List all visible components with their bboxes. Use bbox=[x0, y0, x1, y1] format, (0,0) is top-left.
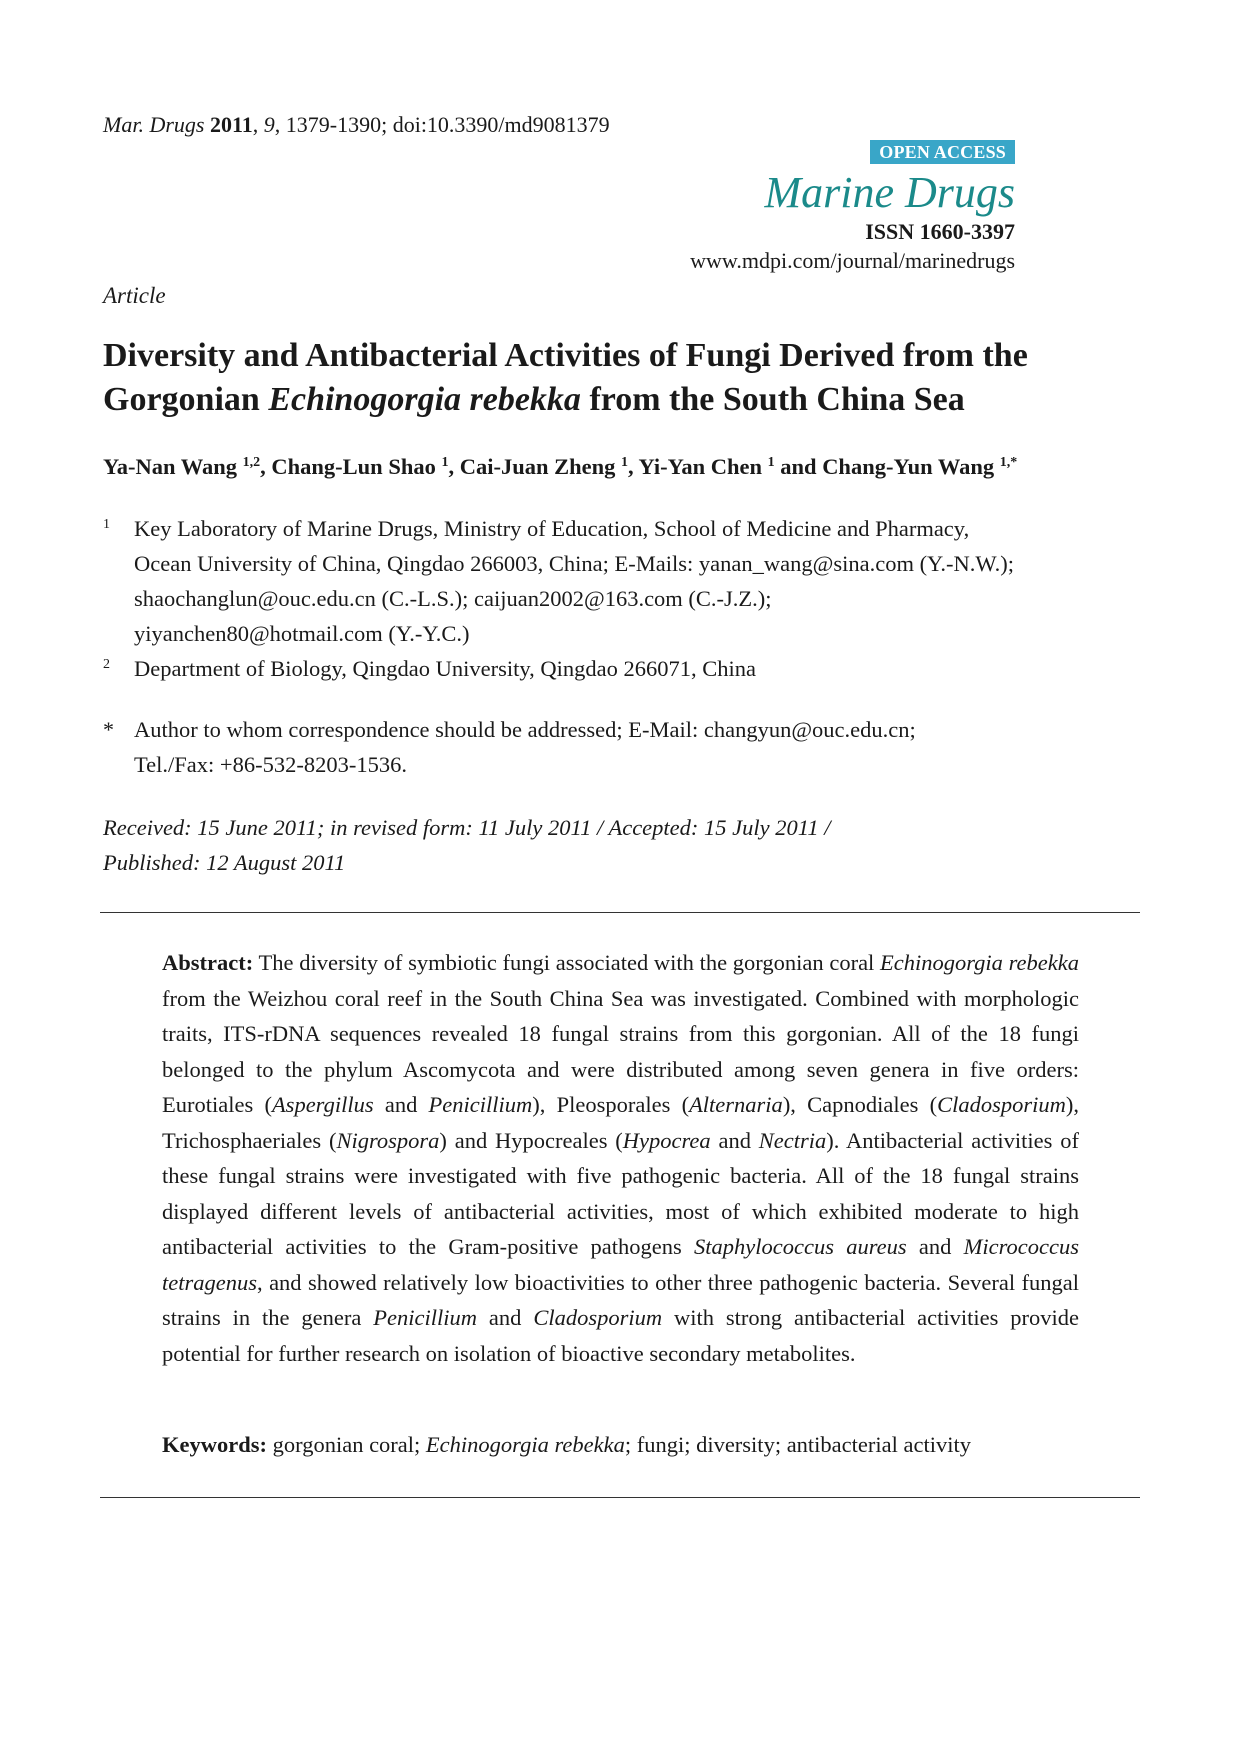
title-line-2 bbox=[103, 378, 1143, 422]
pages-doi: , 1379-1390; doi:10.3390/md9081379 bbox=[274, 112, 610, 137]
abstract-label: Abstract: bbox=[162, 950, 254, 975]
abstract-taxon: Staphylococcus aureus bbox=[694, 1234, 907, 1259]
abstract-text: ), Pleosporales ( bbox=[532, 1092, 690, 1117]
keywords-pre: gorgonian coral; bbox=[267, 1432, 426, 1457]
abstract-text: ). Antibacterial activities of these fungal strains were investigated with five pathogenic bacteria. All of the 18 fungal strains displayed different levels of antibacterial activities, most of which exhibited moderate to high antibacterial activities to the Gram-positive pathogens bbox=[162, 1127, 1079, 1259]
abstract-text: ), Capnodiales ( bbox=[782, 1092, 938, 1117]
keywords bbox=[162, 1430, 1122, 1460]
abstract-text: , and showed relatively low bioactivities to other three pathogenic bacteria. Several fungal strains in the genera bbox=[162, 1269, 1079, 1330]
title-line-2-post: from the South China Sea bbox=[580, 381, 965, 418]
author: Ya-Nan Wang $^{1,2}$, bbox=[103, 454, 272, 479]
abstract-text: with strong antibacterial activities provide potential for further research on isolation of bioactive secondary metabolites. bbox=[162, 1305, 1079, 1366]
abstract-taxon: Penicillium bbox=[428, 1092, 533, 1117]
affiliation-mark: 2 bbox=[103, 657, 110, 672]
affiliation-line: Department of Biology, Qingdao University, Qingdao 266071, China bbox=[134, 656, 756, 681]
abstract-text: ), Trichosphaeriales ( bbox=[162, 1092, 1079, 1153]
abstract-body bbox=[162, 950, 1079, 1366]
abstract-taxon: Echinogorgia rebekka bbox=[880, 950, 1079, 975]
top-rule bbox=[100, 912, 1140, 913]
author: Chang-Lun Shao $^1$, bbox=[271, 454, 460, 479]
citation-line: Mar. Drugs 2011, 9, 1379-1390; doi:10.3390/md9081379 bbox=[103, 112, 610, 137]
abstract-text: and bbox=[710, 1127, 759, 1153]
corresponding-star: * bbox=[1010, 455, 1018, 470]
correspondence-line: Tel./Fax: +86-532-8203-1536. bbox=[134, 752, 407, 777]
bottom-rule bbox=[100, 1497, 1140, 1498]
affiliation-mark: 1 bbox=[103, 517, 110, 532]
affiliation-1 bbox=[103, 511, 1163, 651]
dates-line-2: Published: 12 August 2011 bbox=[103, 850, 346, 875]
abstract-text: and bbox=[477, 1305, 534, 1330]
abstract-taxon: Penicillium bbox=[373, 1305, 478, 1330]
abstract-taxon: Aspergillus bbox=[271, 1092, 374, 1117]
article-title bbox=[103, 334, 1143, 422]
dates-line-1: Received: 15 June 2011; in revised form: 11 July 2011 / Accepted: 15 July 2011 / bbox=[103, 815, 831, 840]
abstract-text: and bbox=[373, 1092, 429, 1117]
abstract-text: from the Weizhou coral reef in the South China Sea was investigated. Combined with morphologic traits, ITS-rDNA sequences revealed 18 fungal strains from this gorgonian. All of the 18 fungi belonged to the phylum Ascomycota and were distributed among seven genera in five orders: Eurotiales ( bbox=[162, 985, 1079, 1117]
title-line-2-pre: Gorgonian bbox=[103, 381, 269, 418]
issn: ISSN 1660-3397 bbox=[865, 219, 1015, 244]
author: Chang-Yun Wang $^{1,*}$ bbox=[822, 454, 1018, 479]
abstract-taxon: Cladosporium bbox=[937, 1092, 1066, 1117]
open-access-badge: OPEN ACCESS bbox=[870, 140, 1015, 164]
journal-abbrev: Mar. Drugs bbox=[103, 112, 205, 137]
abstract-taxon: Micrococcus tetragenus bbox=[162, 1234, 1079, 1295]
correspondence-mark: * bbox=[103, 717, 114, 742]
journal-name: Marine Drugs bbox=[764, 168, 1015, 217]
author: Cai-Juan Zheng $^1$, bbox=[459, 454, 639, 479]
title-species: Echinogorgia rebekka bbox=[268, 381, 581, 418]
abstract-text: and bbox=[906, 1234, 964, 1259]
correspondence bbox=[103, 712, 1163, 782]
abstract-taxon: Hypocrea bbox=[622, 1127, 711, 1153]
affiliation-line: Ocean University of China, Qingdao 266003, China; E-Mails: yanan_wang@sina.com (Y.-N.W.); bbox=[134, 551, 1014, 576]
abstract-taxon: Nigrospora bbox=[336, 1127, 440, 1153]
volume: 9 bbox=[263, 112, 275, 137]
year: 2011 bbox=[209, 112, 253, 137]
correspondence-line: Author to whom correspondence should be addressed; E-Mail: changyun@ouc.edu.cn; bbox=[134, 717, 916, 742]
title-line-1: Diversity and Antibacterial Activities of Fungi Derived from the bbox=[103, 337, 1028, 374]
abstract-taxon: Nectria bbox=[758, 1127, 827, 1153]
author-list bbox=[103, 452, 1163, 482]
abstract-text: The diversity of symbiotic fungi associated with the gorgonian coral bbox=[253, 950, 881, 975]
publication-dates bbox=[103, 810, 830, 880]
author: Yi-Yan Chen $^1$ and bbox=[638, 454, 823, 479]
keywords-species: Echinogorgia rebekka bbox=[425, 1432, 625, 1457]
abstract bbox=[162, 945, 1079, 1371]
article-type: Article bbox=[103, 283, 166, 308]
affiliation-line: yiyanchen80@hotmail.com (Y.-Y.C.) bbox=[134, 621, 470, 646]
affiliation-line: shaochanglun@ouc.edu.cn (C.-L.S.); caijuan2002@163.com (C.-J.Z.); bbox=[134, 586, 772, 611]
journal-url[interactable]: www.mdpi.com/journal/marinedrugs bbox=[690, 248, 1015, 273]
affiliation-2 bbox=[103, 651, 1163, 686]
affiliation-line: Key Laboratory of Marine Drugs, Ministry of Education, School of Medicine and Pharmacy, bbox=[134, 516, 970, 541]
keywords-post: ; fungi; diversity; antibacterial activity bbox=[624, 1432, 971, 1457]
abstract-taxon: Alternaria bbox=[689, 1092, 783, 1117]
abstract-text: ) and Hypocreales ( bbox=[439, 1127, 623, 1153]
keywords-label: Keywords: bbox=[162, 1432, 267, 1457]
abstract-taxon: Cladosporium bbox=[533, 1305, 663, 1330]
